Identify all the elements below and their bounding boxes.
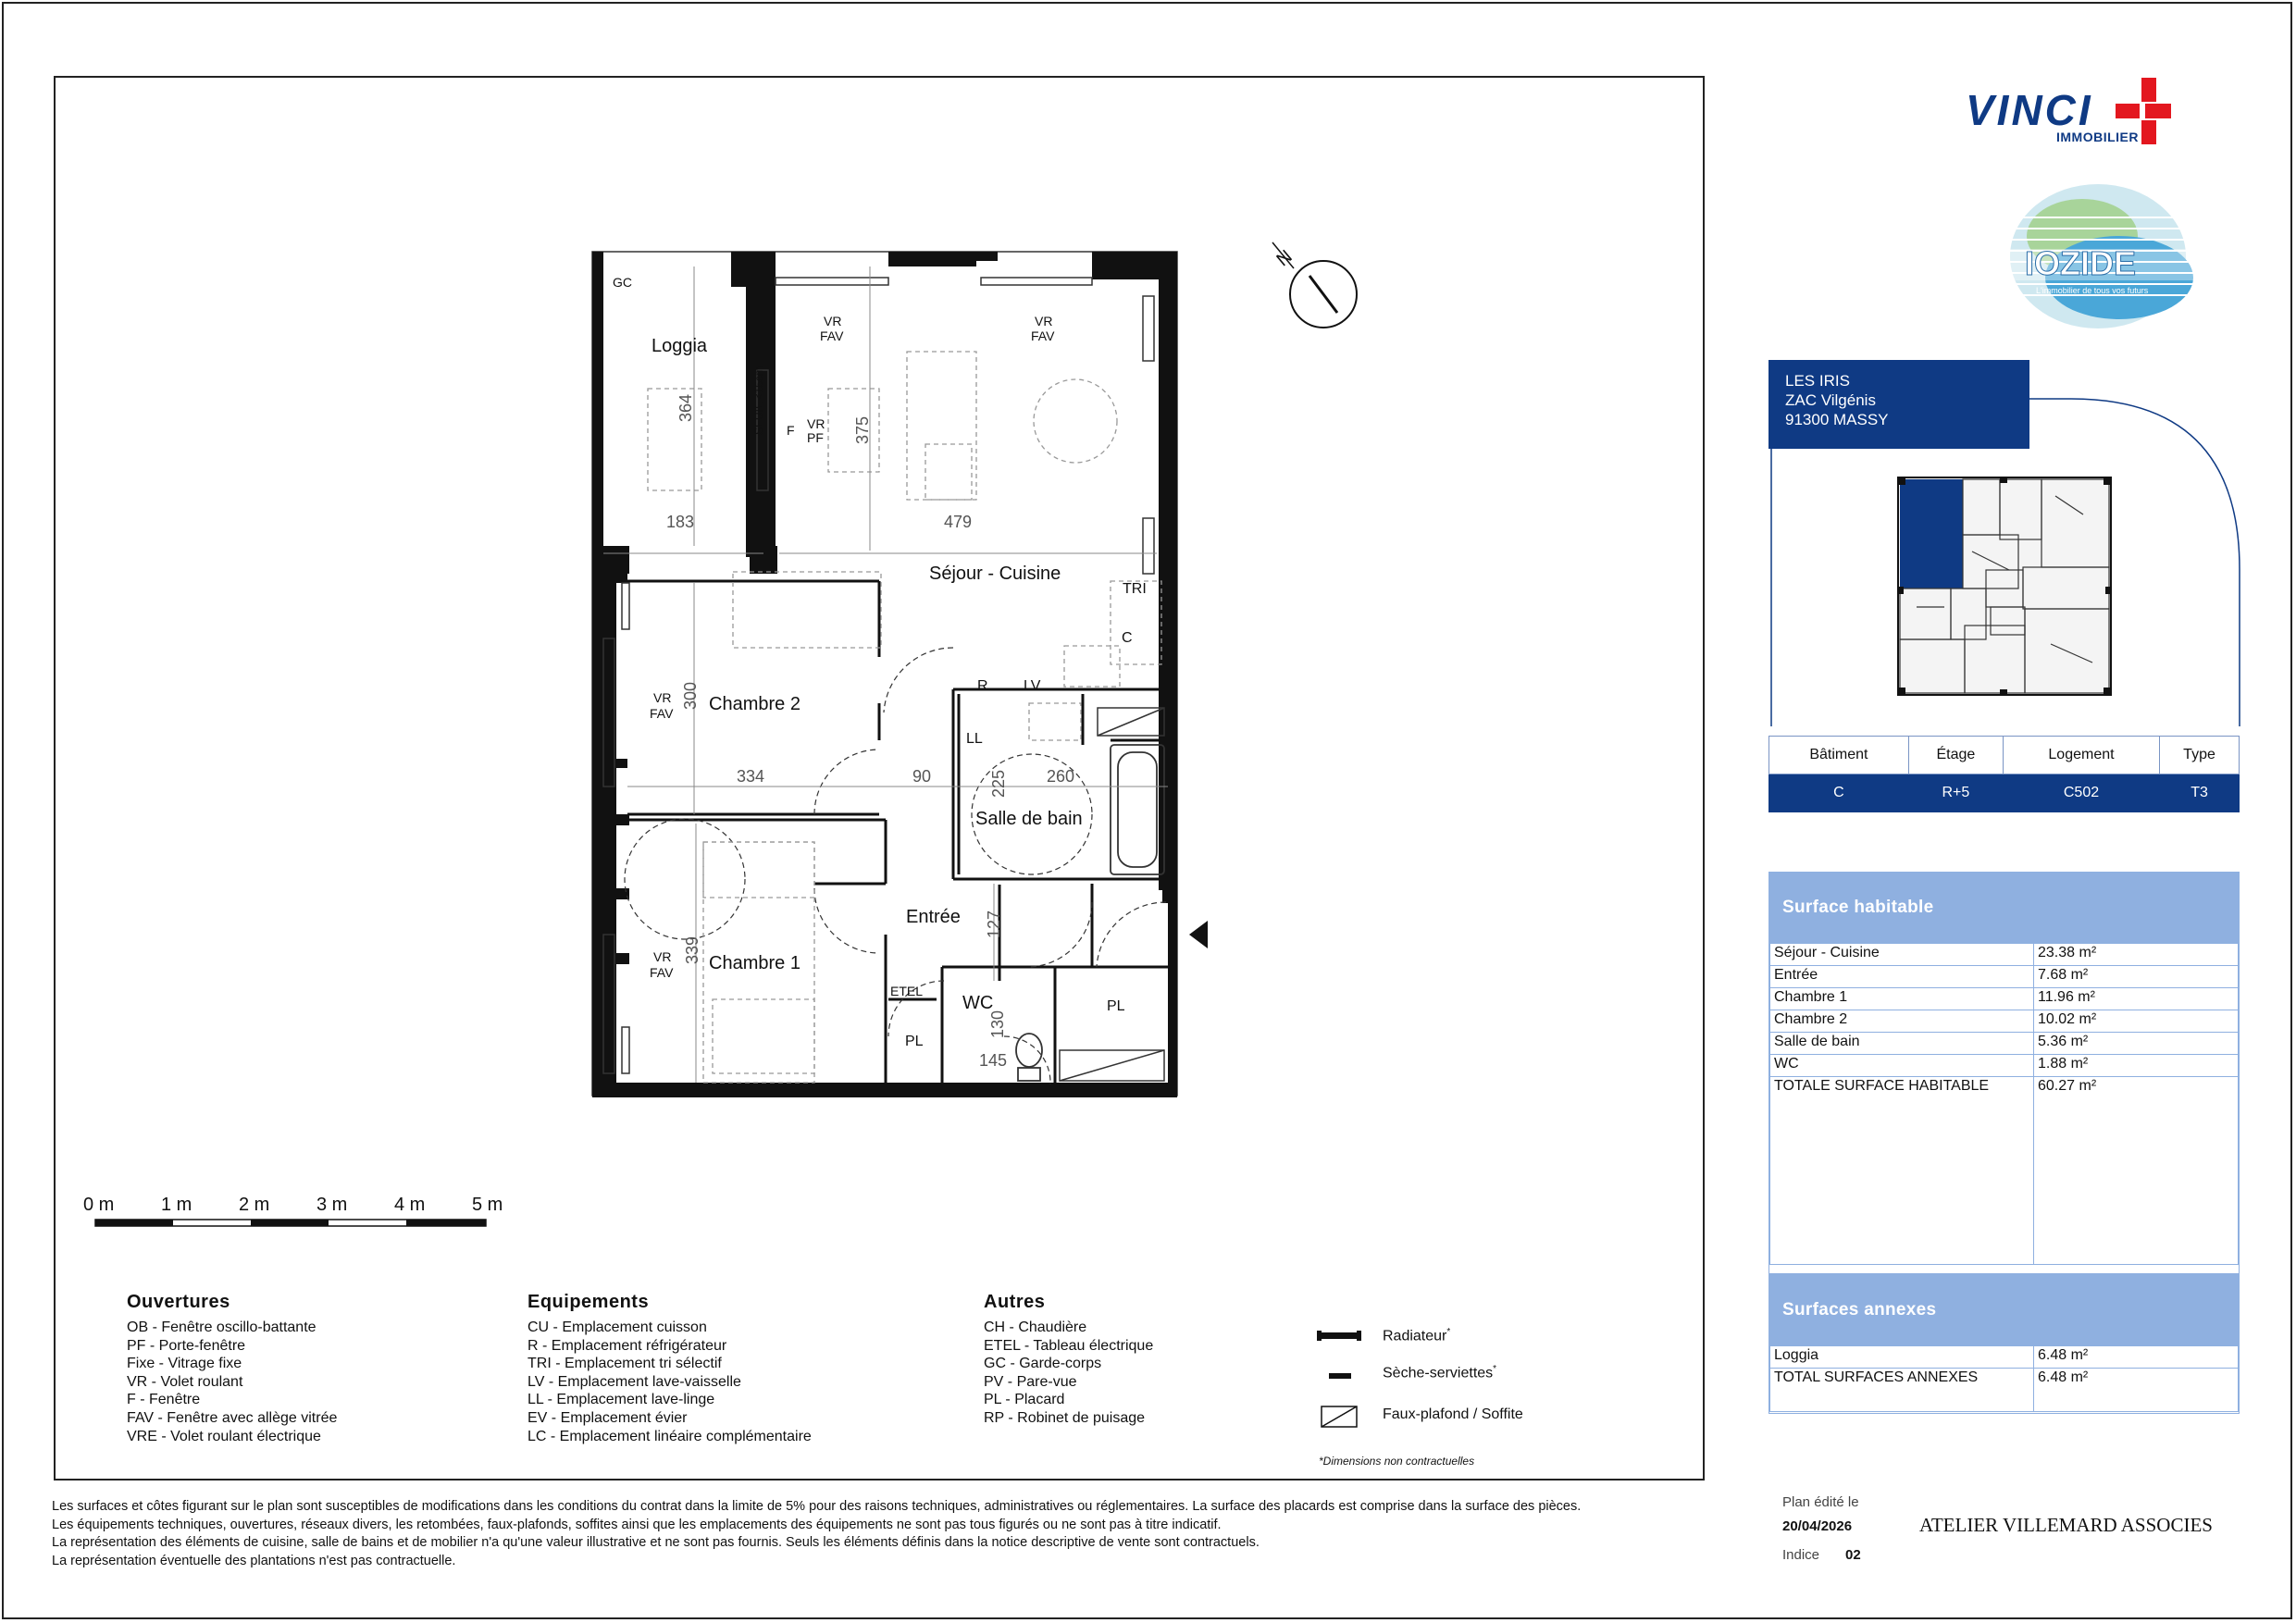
surface-label: Chambre 1 (1770, 988, 2034, 1010)
legend-item: GC - Garde-corps (984, 1356, 1102, 1372)
tag-gc: GC (613, 275, 632, 290)
dim-339: 339 (683, 935, 701, 964)
asterisk: * (1446, 1327, 1451, 1337)
surface-value: 7.68 m² (2034, 966, 2239, 988)
table-row-total (1770, 1077, 2239, 1265)
north-arrow (1272, 242, 1357, 328)
tag-fav-5: FAV (650, 965, 674, 980)
legend-equipements-title: Equipements (527, 1292, 650, 1312)
tag-f: F (787, 423, 795, 438)
dim-145: 145 (979, 1051, 1008, 1070)
soffite (1060, 708, 1164, 1081)
project-logo-tagline: L'immobilier de tous vos futurs (2036, 286, 2149, 295)
tag-seuil: SEUIL <15cm (752, 366, 765, 435)
tag-fav-2: FAV (1031, 328, 1055, 343)
legend-seche (1383, 1364, 1496, 1381)
address-line2: ZAC Vilgénis (1785, 391, 1876, 409)
surface-habitable-title: Surface habitable (1769, 873, 2239, 943)
info-header-logement: Logement (2003, 737, 2159, 774)
scale-tick-4: 4 m (394, 1195, 426, 1215)
surface-habitable-table (1769, 943, 2239, 1265)
address-line3: 91300 MASSY (1785, 411, 1889, 428)
surface-label: Séjour - Cuisine (1770, 944, 2034, 966)
table-row (1770, 1010, 2239, 1033)
legend-radiateur (1383, 1327, 1450, 1344)
legend-item: VR - Volet roulant (127, 1373, 243, 1390)
surfaces-annexes-table (1769, 1345, 2239, 1412)
asterisk: * (1493, 1364, 1497, 1374)
tag-vr-1: VR (824, 314, 842, 328)
vinci-logo-sub: IMMOBILIER (2056, 130, 2139, 144)
legend-item: LV - Emplacement lave-vaisselle (527, 1373, 741, 1390)
surfaces-annexes-title: Surfaces annexes (1769, 1275, 2239, 1345)
edit-label: Plan édité le (1782, 1494, 1859, 1510)
table-row (1770, 1055, 2239, 1077)
door-swings (625, 648, 1166, 1084)
tag-ll: LL (966, 731, 983, 747)
annexe-total-label: TOTAL SURFACES ANNEXES (1770, 1369, 2034, 1412)
project-logo-text: IOZIDE (2025, 244, 2137, 282)
tag-vr-2: VR (1035, 314, 1053, 328)
vinci-cross-icon (2112, 76, 2223, 146)
dim-479: 479 (944, 513, 973, 531)
legend-item: OB - Fenêtre oscillo-battante (127, 1319, 316, 1335)
entrance-marker (1189, 921, 1208, 948)
surface-value: 1.88 m² (2034, 1055, 2239, 1077)
annexe-label: Loggia (1770, 1346, 2034, 1369)
legend-item: LC - Emplacement linéaire complémentaire (527, 1428, 812, 1444)
info-header-type: Type (2160, 737, 2240, 774)
dim-334: 334 (737, 767, 765, 786)
legend-faux-plafond: Faux-plafond / Soffite (1383, 1406, 1523, 1422)
legend-ouvertures (127, 1292, 337, 1445)
room-label-chambre2: Chambre 2 (709, 694, 800, 714)
legend-autres-list (984, 1319, 1153, 1428)
scale-tick-3: 3 m (316, 1195, 348, 1215)
legend-item: PV - Pare-vue (984, 1373, 1077, 1390)
legend-equipements (527, 1292, 812, 1445)
tag-pl-2: PL (905, 1034, 924, 1049)
tag-c: C (1122, 630, 1133, 646)
info-value-row (1769, 774, 2240, 812)
bathtub (1111, 745, 1164, 874)
surface-value: 10.02 m² (2034, 1010, 2239, 1033)
tag-pf: PF (807, 430, 824, 445)
legend-item: Fixe - Vitrage fixe (127, 1356, 242, 1372)
surface-value: 23.38 m² (2034, 944, 2239, 966)
tag-fav-4: FAV (650, 706, 674, 721)
disclaimer-line: Les équipements techniques, ouvertures, réseaux divers, les retombées, faux-plafonds, soffites ainsi que les emplacements des équipements ne sont pas tous figurés ou ne sont pas à titre indicatif. (52, 1517, 1222, 1532)
info-header-row (1769, 737, 2240, 774)
legend-item: PL - Placard (984, 1392, 1065, 1408)
partitions (627, 581, 1168, 1084)
legend-radiateur-label: Radiateur (1383, 1328, 1447, 1344)
surface-value: 5.36 m² (2034, 1033, 2239, 1055)
vinci-logo-text: VINCI (1966, 86, 2093, 134)
north-label: N (1272, 246, 1297, 271)
annexe-total-value: 6.48 m² (2034, 1369, 2239, 1412)
dim-260: 260 (1047, 767, 1075, 786)
legend-seche-label: Sèche-serviettes (1383, 1365, 1494, 1381)
edit-date: 20/04/2026 (1782, 1518, 1853, 1534)
surfaces-annexes-panel (1769, 1274, 2240, 1414)
legend-equipements-list (527, 1319, 812, 1445)
info-value-logement: C502 (2003, 774, 2159, 812)
dim-300: 300 (681, 681, 700, 710)
info-header-etage: Étage (1908, 737, 2003, 774)
legend-item: R - Emplacement réfrigérateur (527, 1337, 727, 1354)
legend-item: LL - Emplacement lave-linge (527, 1392, 715, 1408)
wc-bowl (1016, 1034, 1042, 1081)
disclaimer-line: La représentation des éléments de cuisine, salle de bains et de mobilier n'a qu'une valeur illustrative et ne sont pas fournis. Seuls les éléments définis dans la notice descriptive de vente sont contractuels. (52, 1535, 1260, 1550)
tag-r: R (977, 678, 988, 694)
table-row (1770, 944, 2239, 966)
room-label-entree: Entrée (906, 907, 961, 927)
architect-name: ATELIER VILLEMARD ASSOCIES (1919, 1514, 2213, 1536)
surface-label: Chambre 2 (1770, 1010, 2034, 1033)
legend-item: FAV - Fenêtre avec allège vitrée (127, 1409, 338, 1426)
scale-tick-1: 1 m (161, 1195, 192, 1215)
indice-label: Indice (1782, 1547, 1820, 1563)
room-label-loggia: Loggia (652, 336, 708, 356)
surface-label: Salle de bain (1770, 1033, 2034, 1055)
legend-item: PF - Porte-fenêtre (127, 1337, 246, 1354)
legend-item: CH - Chaudière (984, 1319, 1087, 1335)
legend-item: RP - Robinet de puisage (984, 1409, 1146, 1426)
dim-130: 130 (988, 1010, 1007, 1038)
scale-tick-2: 2 m (239, 1195, 270, 1215)
table-row (1770, 1346, 2239, 1369)
towel-dryer-icon (1329, 1373, 1351, 1379)
legend-note: *Dimensions non contractuelles (1319, 1455, 1475, 1468)
legend-item: TRI - Emplacement tri sélectif (527, 1356, 722, 1372)
dim-90: 90 (912, 767, 932, 786)
surface-label: Entrée (1770, 966, 2034, 988)
disclaimer (52, 1498, 1581, 1570)
tag-vr-3: VR (807, 416, 825, 431)
legend-item: F - Fenêtre (127, 1392, 201, 1408)
surface-habitable-panel (1769, 872, 2240, 1274)
tag-vr-4: VR (653, 690, 672, 705)
info-table (1769, 736, 2240, 812)
scale-bar (83, 1195, 503, 1226)
info-header-batiment: Bâtiment (1769, 737, 1909, 774)
tag-fav-1: FAV (820, 328, 844, 343)
key-plan-highlight (1900, 479, 1963, 588)
legend-item: EV - Emplacement évier (527, 1409, 688, 1426)
info-value-etage: R+5 (1908, 774, 2003, 812)
legend-autres (984, 1292, 1153, 1428)
legend-item: CU - Emplacement cuisson (527, 1319, 707, 1335)
disclaimer-line: Les surfaces et côtes figurant sur le plan sont susceptibles de modifications dans les conditions du contrat dans la limite de 5% pour des raisons techniques, administratives ou réglementaires. La surface des placards est comprise dans la surface des pièces. (52, 1499, 1582, 1514)
legend-autres-title: Autres (984, 1292, 1046, 1312)
table-row (1770, 1033, 2239, 1055)
address-line1: LES IRIS (1785, 372, 1850, 390)
dim-127: 127 (985, 910, 1003, 938)
legend-ouvertures-list (127, 1319, 337, 1445)
scale-tick-5: 5 m (472, 1195, 503, 1215)
info-value-batiment: C (1769, 774, 1909, 812)
table-row (1770, 988, 2239, 1010)
dim-364: 364 (676, 393, 695, 422)
legend-item: ETEL - Tableau électrique (984, 1337, 1154, 1354)
dim-183: 183 (666, 513, 695, 531)
room-label-wc: WC (962, 993, 994, 1013)
dim-225: 225 (989, 769, 1008, 798)
legend-item: VRE - Volet roulant électrique (127, 1428, 321, 1444)
table-row-total (1770, 1369, 2239, 1412)
room-label-sejour: Séjour - Cuisine (929, 564, 1061, 584)
annexe-value: 6.48 m² (2034, 1346, 2239, 1369)
symbol-legend-icons (1314, 1319, 1370, 1430)
indice-value: 02 (1845, 1547, 1861, 1563)
tag-etel: ETEL (890, 984, 924, 998)
project-logo (1980, 180, 2203, 338)
surface-label: WC (1770, 1055, 2034, 1077)
scale-tick-0: 0 m (83, 1195, 115, 1215)
room-label-sdb: Salle de bain (975, 809, 1083, 829)
radiator-icon (1317, 1332, 1361, 1339)
legend-ouvertures-title: Ouvertures (127, 1292, 230, 1312)
key-plan (1766, 393, 2247, 736)
disclaimer-line: La représentation éventuelle des plantations n'est pas contractuelle. (52, 1553, 456, 1568)
table-row (1770, 966, 2239, 988)
tag-tri: TRI (1123, 581, 1147, 597)
tag-pl-1: PL (1107, 998, 1125, 1014)
surface-total-label: TOTALE SURFACE HABITABLE (1770, 1077, 2034, 1265)
surface-total-value: 60.27 m² (2034, 1077, 2239, 1265)
room-label-chambre1: Chambre 1 (709, 953, 800, 973)
surface-value: 11.96 m² (2034, 988, 2239, 1010)
info-value-type: T3 (2160, 774, 2240, 812)
tag-vr-5: VR (653, 949, 672, 964)
dim-375: 375 (853, 415, 872, 444)
tag-lv: LV (1024, 678, 1041, 694)
